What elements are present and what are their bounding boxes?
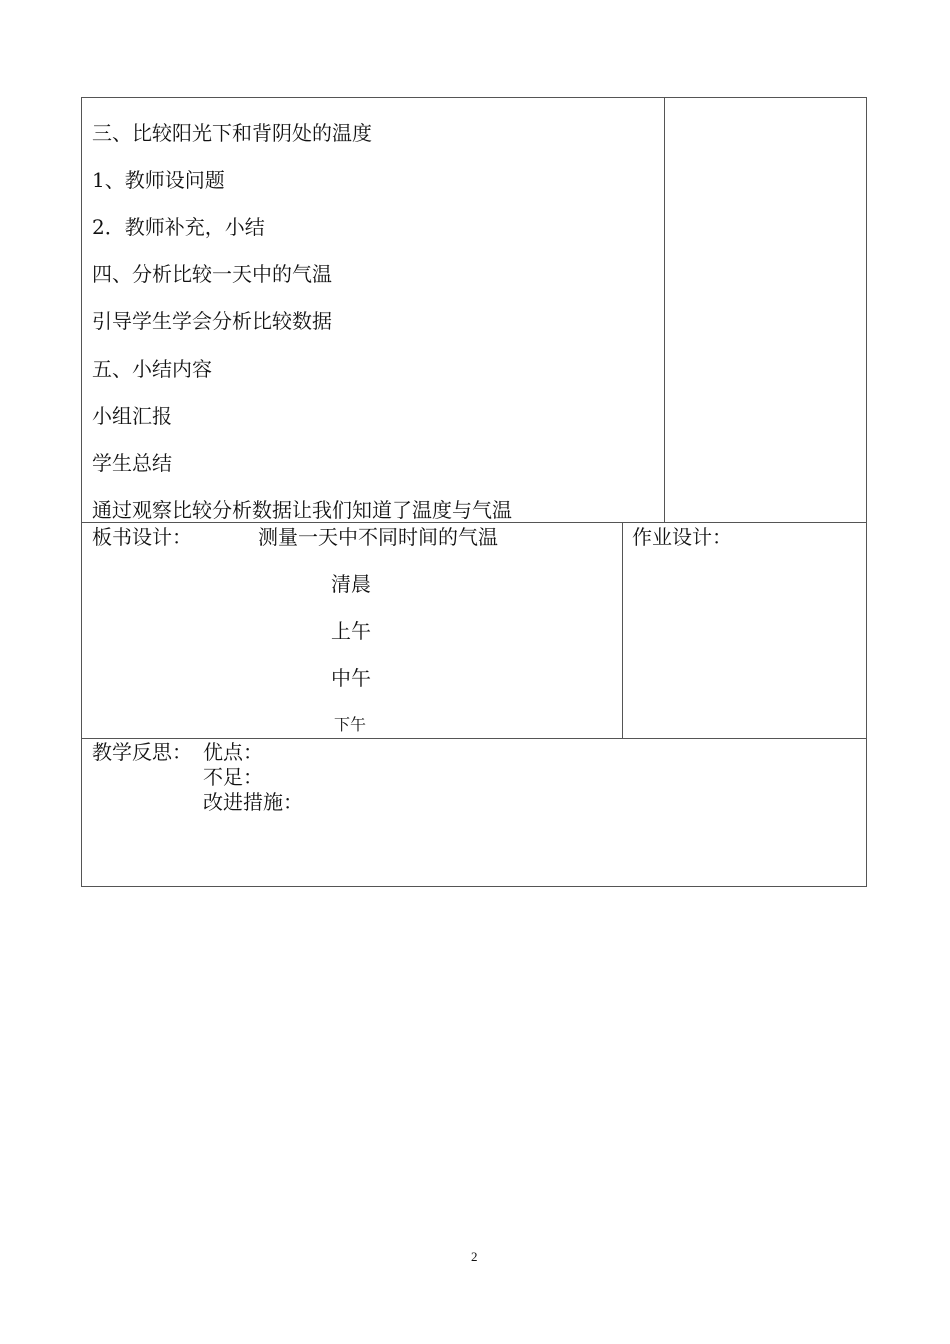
board-item: 上午 [331,619,371,643]
homework-column-divider [622,522,623,738]
reflection-weaknesses: 不足： [203,765,263,789]
board-item: 清晨 [331,572,371,596]
process-line: 三、比较阳光下和背阴处的温度 [92,121,372,145]
process-line: 四、分析比较一天中的气温 [92,262,332,286]
page-number: 2 [471,1249,478,1264]
process-line: 2．教师补充，小结 [92,215,265,239]
reflection-improvements: 改进措施： [203,790,303,814]
reflection-row-top-border [81,738,867,739]
homework-label: 作业设计： [632,525,732,549]
board-row-top-border [81,522,867,523]
board-design-label: 板书设计： [92,525,192,549]
board-item: 中午 [331,666,371,690]
process-line: 通过观察比较分析数据让我们知道了温度与气温 [92,498,512,522]
notes-column-divider [664,97,665,523]
process-line: 小组汇报 [92,404,172,428]
board-item: 下午 [334,715,367,734]
process-line: 1、教师设问题 [92,168,225,192]
reflection-strengths: 优点： [203,740,263,764]
process-line: 引导学生学会分析比较数据 [92,309,332,333]
board-design-title: 测量一天中不同时间的气温 [258,525,498,549]
reflection-label: 教学反思： [92,740,192,764]
process-line: 学生总结 [92,451,172,475]
process-line: 五、小结内容 [92,357,212,381]
